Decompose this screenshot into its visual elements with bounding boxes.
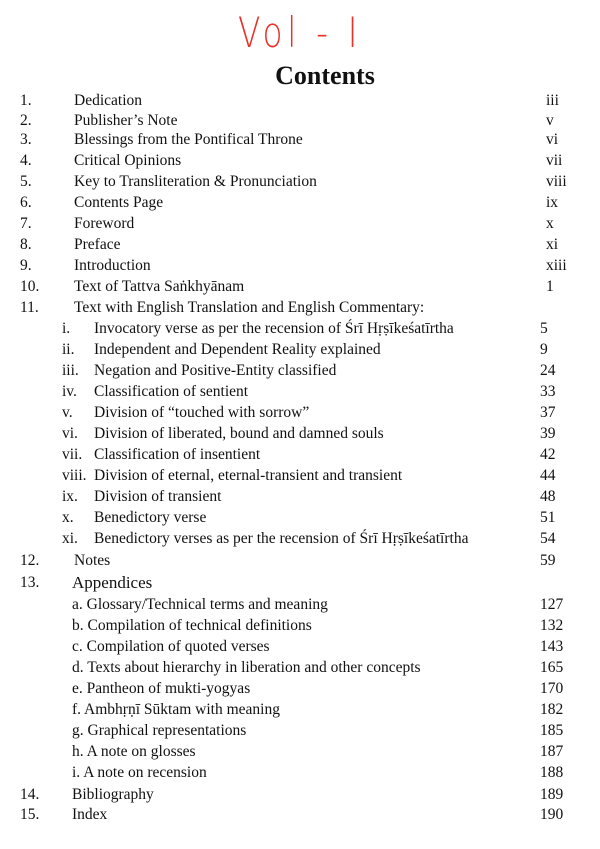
entry-number: 7.: [20, 215, 32, 232]
appendix-title: a. Glossary/Technical terms and meaning: [72, 596, 328, 613]
appendix-row: [0, 616, 600, 636]
entry-page: viii: [546, 173, 567, 190]
toc-row: [0, 298, 600, 318]
subentry-number: xi.: [62, 530, 78, 547]
entry-page: vi: [546, 131, 559, 148]
entry-page: 189: [540, 786, 564, 803]
toc-subrow: [0, 445, 600, 465]
appendix-row: [0, 595, 600, 615]
entry-title: Text with English Translation and English Commentary:: [74, 299, 425, 316]
appendix-page: 187: [540, 743, 564, 760]
entry-title: Bibliography: [72, 786, 154, 803]
subentry-title: Division of transient: [94, 488, 222, 505]
entry-title: Text of Tattva Saṅkhyānam: [74, 278, 245, 295]
appendix-title: i. A note on recension: [72, 764, 207, 781]
subentry-number: i.: [62, 320, 71, 337]
subentry-title: Negation and Positive-Entity classified: [94, 362, 337, 379]
appendix-title: b. Compilation of technical definitions: [72, 617, 312, 634]
entry-number: 15.: [20, 806, 40, 823]
appendix-page: 143: [540, 638, 564, 655]
subentry-number: vii.: [62, 446, 83, 463]
subentry-title: Classification of sentient: [94, 383, 249, 400]
entry-title: Key to Transliteration & Pronunciation: [74, 173, 317, 190]
contents-heading: Contents: [275, 61, 375, 90]
appendix-title: c. Compilation of quoted verses: [72, 638, 270, 655]
appendix-page: 170: [540, 680, 564, 697]
entry-number: 8.: [20, 236, 32, 253]
subentry-title: Independent and Dependent Reality explained: [94, 341, 381, 358]
subentry-number: iii.: [62, 362, 79, 379]
entry-number: 13.: [20, 574, 40, 591]
appendix-page: 132: [540, 617, 564, 634]
entry-page: x: [546, 215, 554, 232]
entry-title: Critical Opinions: [74, 152, 182, 169]
entry-number: 6.: [20, 194, 32, 211]
toc-subrow: [0, 529, 600, 549]
appendix-title: e. Pantheon of mukti-yogyas: [72, 680, 251, 697]
subentry-page: 5: [540, 320, 548, 337]
appendix-title: h. A note on glosses: [72, 743, 196, 760]
entry-title: Blessings from the Pontifical Throne: [74, 131, 303, 148]
appendix-title: g. Graphical representations: [72, 722, 247, 739]
appendix-title: d. Texts about hierarchy in liberation and other concepts: [72, 659, 421, 676]
subentry-title: Benedictory verse: [94, 509, 207, 526]
toc-row: [0, 151, 600, 171]
entry-number: 2.: [20, 112, 32, 129]
toc-subrow: [0, 382, 600, 402]
subentry-title: Division of “touched with sorrow”: [94, 404, 310, 421]
toc-row: [0, 277, 600, 297]
subentry-title: Benedictory verses as per the recension of Śrī Hṛṣīkeśatīrtha: [94, 530, 469, 547]
subentry-number: v.: [62, 404, 73, 421]
entry-title: Foreword: [74, 215, 135, 232]
appendix-title: f. Ambhṛṇī Sūktam with meaning: [72, 701, 280, 718]
subentry-number: ix.: [62, 488, 78, 505]
toc-row: [0, 256, 600, 276]
toc-row: [0, 193, 600, 213]
entry-number: 11.: [20, 299, 39, 316]
subentry-page: 39: [540, 425, 556, 442]
toc-row: [0, 785, 600, 805]
toc-row: [0, 573, 600, 593]
appendix-page: 127: [540, 596, 564, 613]
entry-title: Introduction: [74, 257, 151, 274]
entry-number: 12.: [20, 552, 40, 569]
subentry-number: x.: [62, 509, 74, 526]
subentry-page: 24: [540, 362, 556, 379]
entry-page: xiii: [546, 257, 567, 274]
subentry-page: 54: [540, 530, 556, 547]
entry-number: 1.: [20, 92, 32, 109]
toc-subrow: [0, 487, 600, 507]
appendix-page: 188: [540, 764, 564, 781]
entry-page: iii: [546, 92, 559, 109]
subentry-title: Invocatory verse as per the recension of Śrī Hṛṣīkeśatīrtha: [94, 320, 454, 337]
entry-page: 59: [540, 552, 556, 569]
toc-subrow: [0, 403, 600, 423]
subentry-page: 44: [540, 467, 556, 484]
entry-number: 3.: [20, 131, 32, 148]
entry-title: Preface: [74, 236, 121, 253]
entry-number: 4.: [20, 152, 32, 169]
entry-page: 1: [546, 278, 554, 295]
appendix-row: [0, 742, 600, 762]
toc-row: [0, 172, 600, 192]
entry-page: vii: [546, 152, 563, 169]
toc-subrow: [0, 361, 600, 381]
subentry-number: vi.: [62, 425, 78, 442]
entry-page: v: [546, 112, 554, 129]
subentry-title: Division of eternal, eternal-transient and transient: [94, 467, 403, 484]
toc-subrow: [0, 319, 600, 339]
subentry-page: 33: [540, 383, 556, 400]
subentry-title: Classification of insentient: [94, 446, 261, 463]
appendix-page: 182: [540, 701, 564, 718]
subentry-number: iv.: [62, 383, 77, 400]
entry-title: Publisher’s Note: [74, 112, 178, 129]
entry-page: 190: [540, 806, 564, 823]
entry-number: 9.: [20, 257, 32, 274]
entry-number: 10.: [20, 278, 40, 295]
subentry-page: 42: [540, 446, 556, 463]
toc-row: [0, 111, 600, 131]
subentry-number: viii.: [62, 467, 87, 484]
entry-title: Contents Page: [74, 194, 164, 211]
toc-subrow: [0, 424, 600, 444]
toc-row: [0, 214, 600, 234]
subentry-page: 9: [540, 341, 548, 358]
toc-row: [0, 551, 600, 571]
appendix-page: 185: [540, 722, 564, 739]
subentry-title: Division of liberated, bound and damned souls: [94, 425, 384, 442]
toc-row: [0, 805, 600, 825]
entry-title: Dedication: [74, 92, 143, 109]
toc-row: [0, 91, 600, 111]
toc-subrow: [0, 466, 600, 486]
toc-row: [0, 130, 600, 150]
appendix-row: [0, 700, 600, 720]
entry-page: ix: [546, 194, 559, 211]
entry-number: 14.: [20, 786, 40, 803]
entry-title: Index: [72, 806, 108, 823]
subentry-page: 37: [540, 404, 556, 421]
entry-number: 5.: [20, 173, 32, 190]
subentry-number: ii.: [62, 341, 75, 358]
appendix-page: 165: [540, 659, 564, 676]
appendix-row: [0, 679, 600, 699]
toc-row: [0, 235, 600, 255]
volume-title: Vol - I: [237, 8, 363, 57]
toc-subrow: [0, 340, 600, 360]
appendices-heading: Appendices: [72, 573, 153, 592]
appendix-row: [0, 637, 600, 657]
entry-page: xi: [546, 236, 559, 253]
entry-title: Notes: [74, 552, 111, 569]
toc-subrow: [0, 508, 600, 528]
appendix-row: [0, 721, 600, 741]
appendix-row: [0, 658, 600, 678]
subentry-page: 51: [540, 509, 556, 526]
subentry-page: 48: [540, 488, 556, 505]
appendix-row: [0, 763, 600, 783]
